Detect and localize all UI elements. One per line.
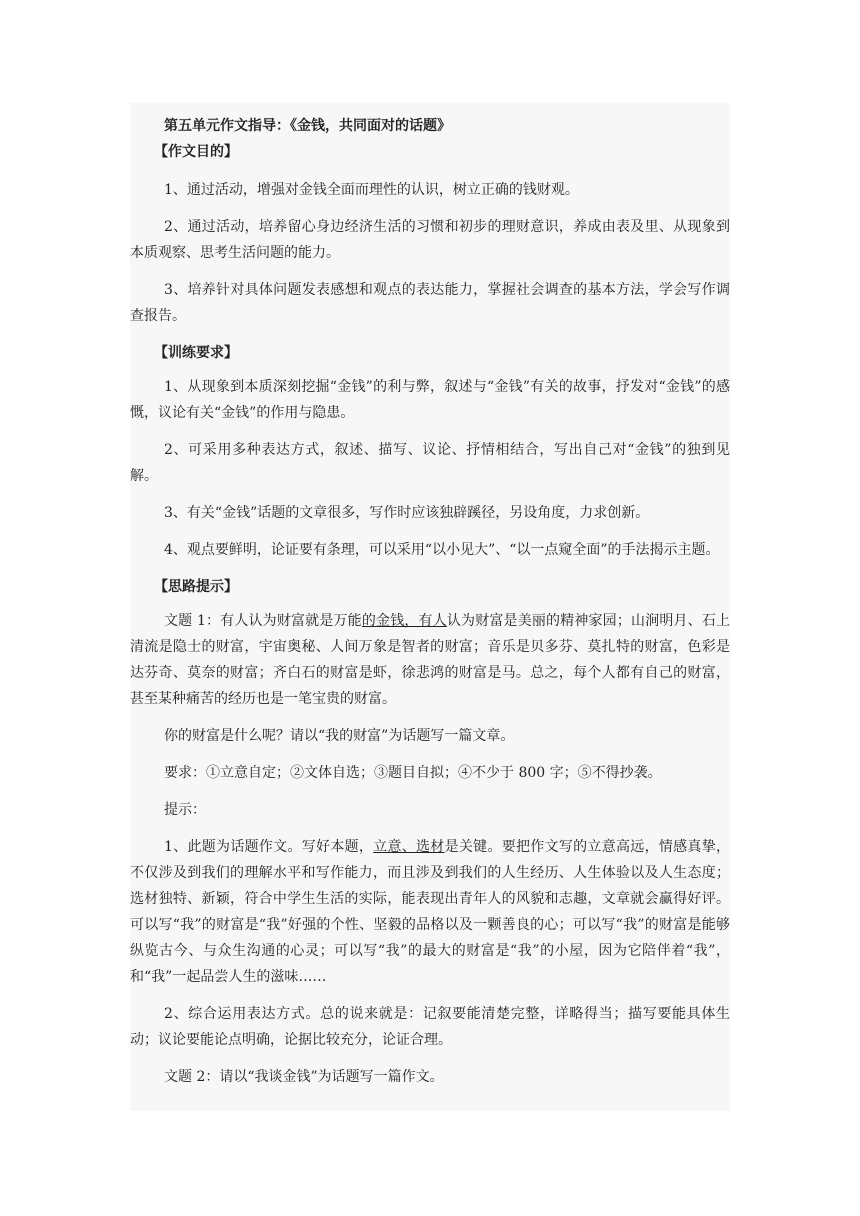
underlined-text: 立意、选材 (373, 839, 445, 855)
paragraph: 3、培养针对具体问题发表感想和观点的表达能力，掌握社会调查的基本方法，学会写作调查报告。 (130, 282, 730, 324)
text-segment: 1、此题为话题作文。写好本题， (164, 839, 374, 855)
question-paragraph: 你的财富是什么呢？请以“我的财富”为话题写一篇文章。 (164, 728, 515, 744)
paragraph: 3、有关“金钱”话题的文章很多，写作时应该独辟蹊径，另设角度，力求创新。 (164, 505, 650, 521)
document-body (130, 103, 730, 1111)
text-segment: 文题 1：有人认为财富就是万能 (164, 613, 362, 629)
paragraph: 4、观点要鲜明，论证要有条理，可以采用“以小见大”、“以一点窥全面”的手法揭示主题。 (164, 542, 720, 558)
paragraph: 1、从现象到本质深刻挖掘“金钱”的利与弊，叙述与“金钱”有关的故事，抒发对“金钱”的感慨，议论有关“金钱”的作用与隐患。 (130, 379, 730, 421)
section-heading-requirements: 【训练要求】 (154, 345, 238, 361)
text-segment: 是关键。要把作文写的立意高远，情感真挚，不仅涉及到我们的理解水平和写作能力，而且涉及到我们的人生经历、人生体验以及人生态度；选材独特、新颖，符合中学生生活的实际，能表现出青年人的风貌和志趣，文章就会赢得好评。可以写“我”的财富是“我”好强的个性、坚毅的品格以及一颗善良的心；可以写“我”的财富是能够纵览古今、与众生沟通的心灵；可以写“我”的最大的财富是“我”的小屋，因为它陪伴着“我”，和“我”一起品尝人生的滋味…… (130, 839, 730, 985)
paragraph: 2、通过活动，培养留心身边经济生活的习惯和初步的理财意识，养成由表及里、从现象到本质观察、思考生活问题的能力。 (130, 219, 730, 261)
requirements-paragraph: 要求：①立意自定；②文体自选；③题目自拟；④不少于 800 字；⑤不得抄袭。 (164, 765, 662, 781)
paragraph: 2、可采用多种表达方式，叙述、描写、议论、抒情相结合，写出自己对“金钱”的独到见解。 (130, 442, 730, 484)
section-heading-hints: 【思路提示】 (154, 579, 238, 595)
topic-2-paragraph: 文题 2：请以“我谈金钱”为话题写一篇作文。 (164, 1069, 444, 1085)
text-segment: 认为财富是美丽的精神家园；山涧明月、石上清流是隐士的财富，宇宙奥秘、人间万象是智者的财富；音乐是贝多芬、莫扎特的财富，色彩是达芬奇、莫奈的财富；齐白石的财富是虾，徐悲鸿的财富是马。总之，每个人都有自己的财富，甚至某种痛苦的经历也是一笔宝贵的财富。 (130, 613, 731, 707)
hint-label: 提示： (164, 802, 206, 818)
topic-1-paragraph (130, 608, 730, 712)
document-title: 第五单元作文指导：《金钱，共同面对的话题》 (164, 118, 451, 134)
hint-2-paragraph: 2、综合运用表达方式。总的说来就是：记叙要能清楚完整，详略得当；描写要能具体生动；议论要能论点明确，论据比较充分，论证合理。 (130, 1006, 730, 1048)
section-heading-purpose: 【作文目的】 (154, 144, 238, 160)
hint-1-paragraph (130, 834, 730, 990)
paragraph: 1、通过活动，增强对金钱全面而理性的认识，树立正确的钱财观。 (164, 182, 579, 198)
underlined-text: 的金钱，有人 (361, 613, 447, 629)
